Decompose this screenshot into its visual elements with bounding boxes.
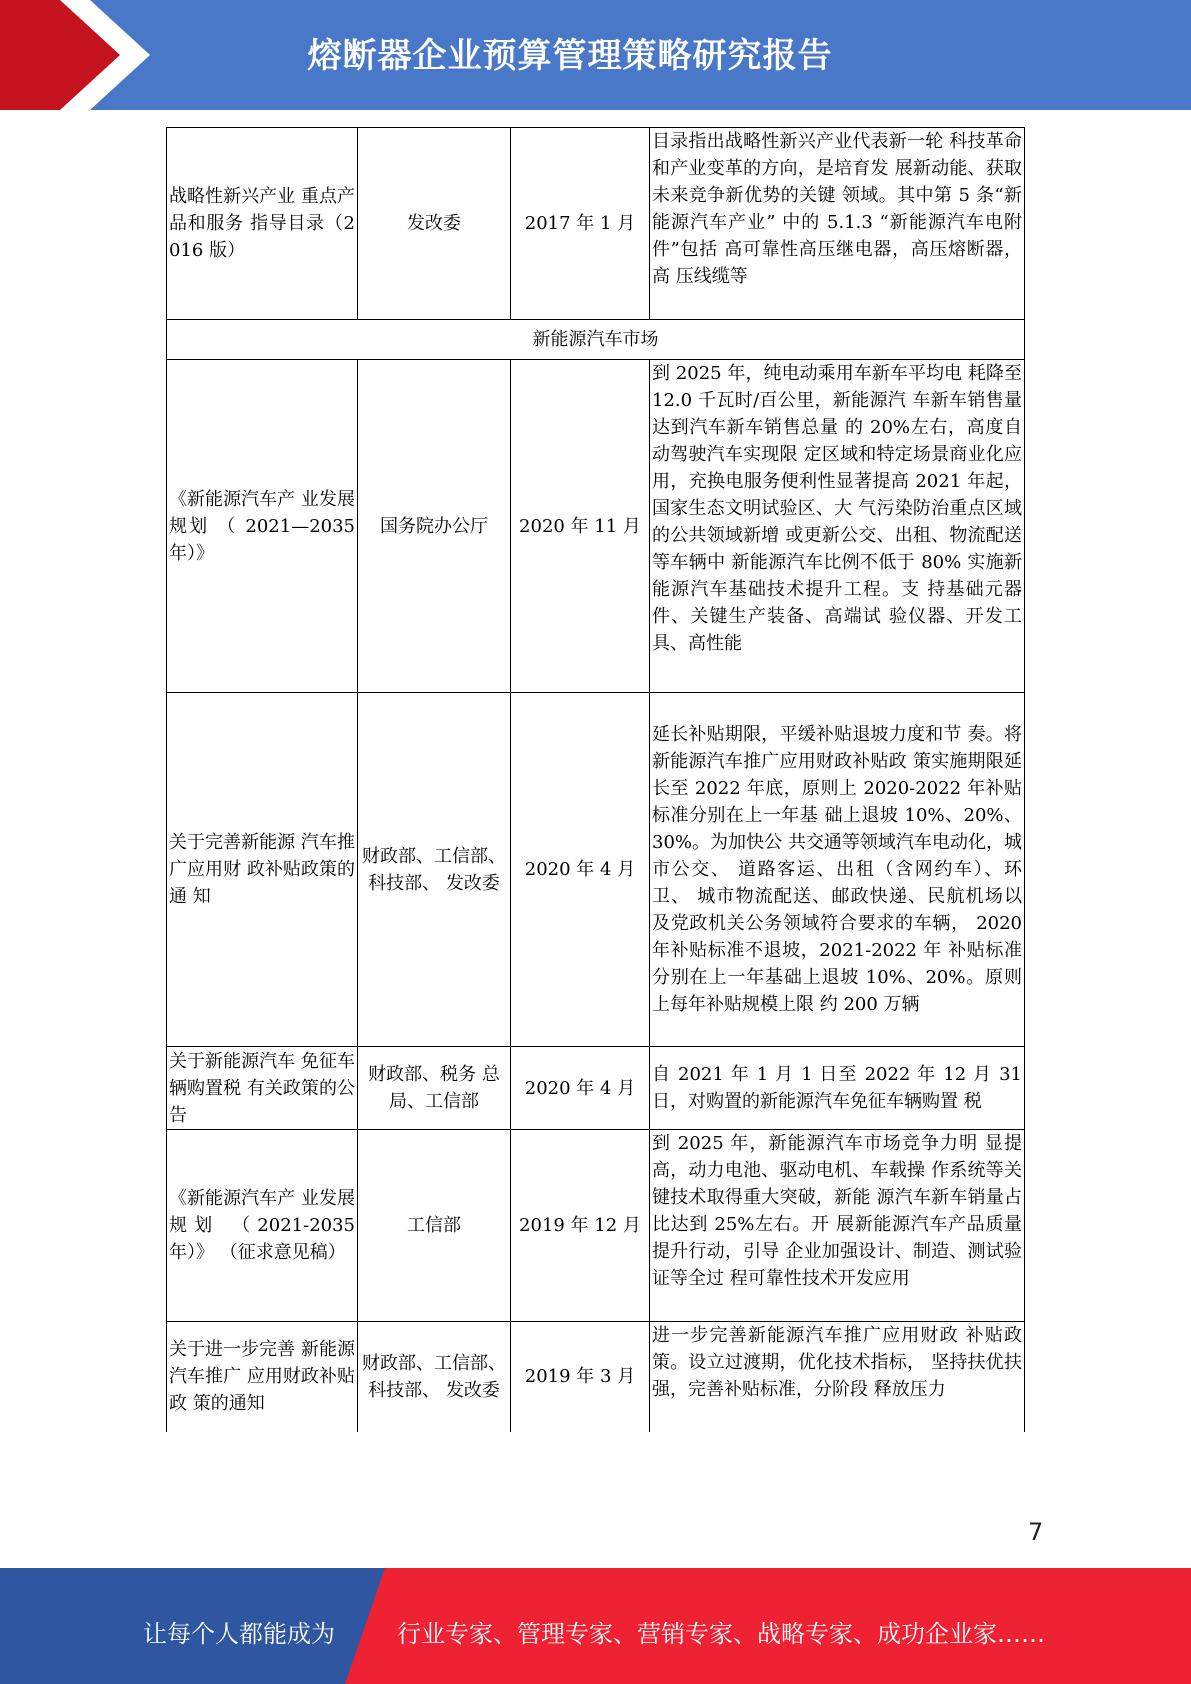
header-arrow-decoration: [0, 0, 150, 110]
content-cell: 到 2025 年，新能源汽车市场竞争力明 显提高，动力电池、驱动电机、车载操 作系统等关键技术取得重大突破，新能 源汽车新车销量占比达到 25%左右。开 展新能源汽车产品质量提升行动，引导 企业加强设计、制造、测试验证等全过 程可靠性技术开发应用: [650, 1130, 1025, 1322]
table-row: [167, 128, 1025, 320]
agency-cell: 财政部、工信部、科技部、 发改委: [358, 1322, 511, 1432]
table-row: [167, 360, 1025, 693]
section-title: 新能源汽车市场: [167, 320, 1025, 360]
table-row: [167, 1322, 1025, 1432]
policy-name-cell: 《新能源汽车产 业发展规划 （2021-2035 年）》 （征求意见稿）: [167, 1130, 358, 1322]
policy-name-cell: 关于完善新能源 汽车推广应用财 政补贴政策的通 知: [167, 693, 358, 1047]
policy-name-cell: 关于新能源汽车 免征车辆购置税 有关政策的公告: [167, 1047, 358, 1130]
page-header: [0, 0, 1191, 110]
page-number: 7: [1028, 1518, 1044, 1546]
document-title: 熔断器企业预算管理策略研究报告: [307, 36, 833, 76]
agency-cell: 财政部、工信部、科技部、 发改委: [358, 693, 511, 1047]
footer-slogan-right: 行业专家、管理专家、营销专家、战略专家、成功企业家……: [397, 1620, 1045, 1648]
agency-cell: 国务院办公厅: [358, 360, 511, 693]
policy-name-cell: 战略性新兴产业 重点产品和服务 指导目录（2016 版）: [167, 128, 358, 320]
content-cell: 自 2021 年 1 月 1 日至 2022 年 12 月 31 日，对购置的新能源汽车免征车辆购置 税: [650, 1047, 1025, 1130]
date-cell: 2020 年 4 月: [511, 1047, 650, 1130]
footer-slogan-left: 让每个人都能成为: [143, 1620, 335, 1648]
table-row: [167, 693, 1025, 1047]
content-cell: 目录指出战略性新兴产业代表新一轮 科技革命和产业变革的方向，是培育发 展新动能、获取未来竞争新优势的关键 领域。其中第 5 条“新能源汽车产业” 中的 5.1.3 “新能源汽车电附件”包括 高可靠性高压继电器，高压熔断器，高 压线缆等: [650, 128, 1025, 320]
date-cell: 2019 年 12 月: [511, 1130, 650, 1322]
date-cell: 2020 年 11 月: [511, 360, 650, 693]
content-cell: 到 2025 年，纯电动乘用车新车平均电 耗降至 12.0 千瓦时/百公里，新能源汽 车新车销售量达到汽车新车销售总量 的 20%左右，高度自动驾驶汽车实现限 定区域和特定场景商业化应用，充换电服务便利性显著提高 2021 年起，国家生态文明试验区、大 气污染防治重点区域的公共领域新增 或更新公交、出租、物流配送等车辆中 新能源汽车比例不低于 80% 实施新能源汽车基础技术提升工程。支 持基础元器件、关键生产装备、高端试 验仪器、开发工具、高性能: [650, 360, 1025, 693]
section-row: [167, 320, 1025, 360]
content-cell: 延长补贴期限，平缓补贴退坡力度和节 奏。将新能源汽车推广应用财政补贴政 策实施期限延长至 2022 年底，原则上 2020-2022 年补贴标准分别在上一年基 础上退坡 10%、20%、30%。为加快公 共交通等领域汽车电动化，城市公交、 道路客运、出租（含网约车）、环卫、 城市物流配送、邮政快递、民航机场以 及党政机关公务领域符合要求的车辆， 2020 年补贴标准不退坡，2021-2022 年 补贴标准分别在上一年基础上退坡 10%、20%。原则上每年补贴规模上限 约 200 万辆: [650, 693, 1025, 1047]
table-row: [167, 1047, 1025, 1130]
policy-table: [166, 127, 1025, 1432]
policy-name-cell: 《新能源汽车产 业发展规划 （ 2021—2035 年）》: [167, 360, 358, 693]
policy-name-cell: 关于进一步完善 新能源汽车推广 应用财政补贴政 策的通知: [167, 1322, 358, 1432]
agency-cell: 工信部: [358, 1130, 511, 1322]
content-cell: 进一步完善新能源汽车推广应用财政 补贴政策。设立过渡期，优化技术指标， 坚持扶优扶强，完善补贴标准，分阶段 释放压力: [650, 1322, 1025, 1432]
date-cell: 2017 年 1 月: [511, 128, 650, 320]
table-row: [167, 1130, 1025, 1322]
date-cell: 2019 年 3 月: [511, 1322, 650, 1432]
agency-cell: 财政部、税务 总局、工信部: [358, 1047, 511, 1130]
agency-cell: 发改委: [358, 128, 511, 320]
date-cell: 2020 年 4 月: [511, 693, 650, 1047]
